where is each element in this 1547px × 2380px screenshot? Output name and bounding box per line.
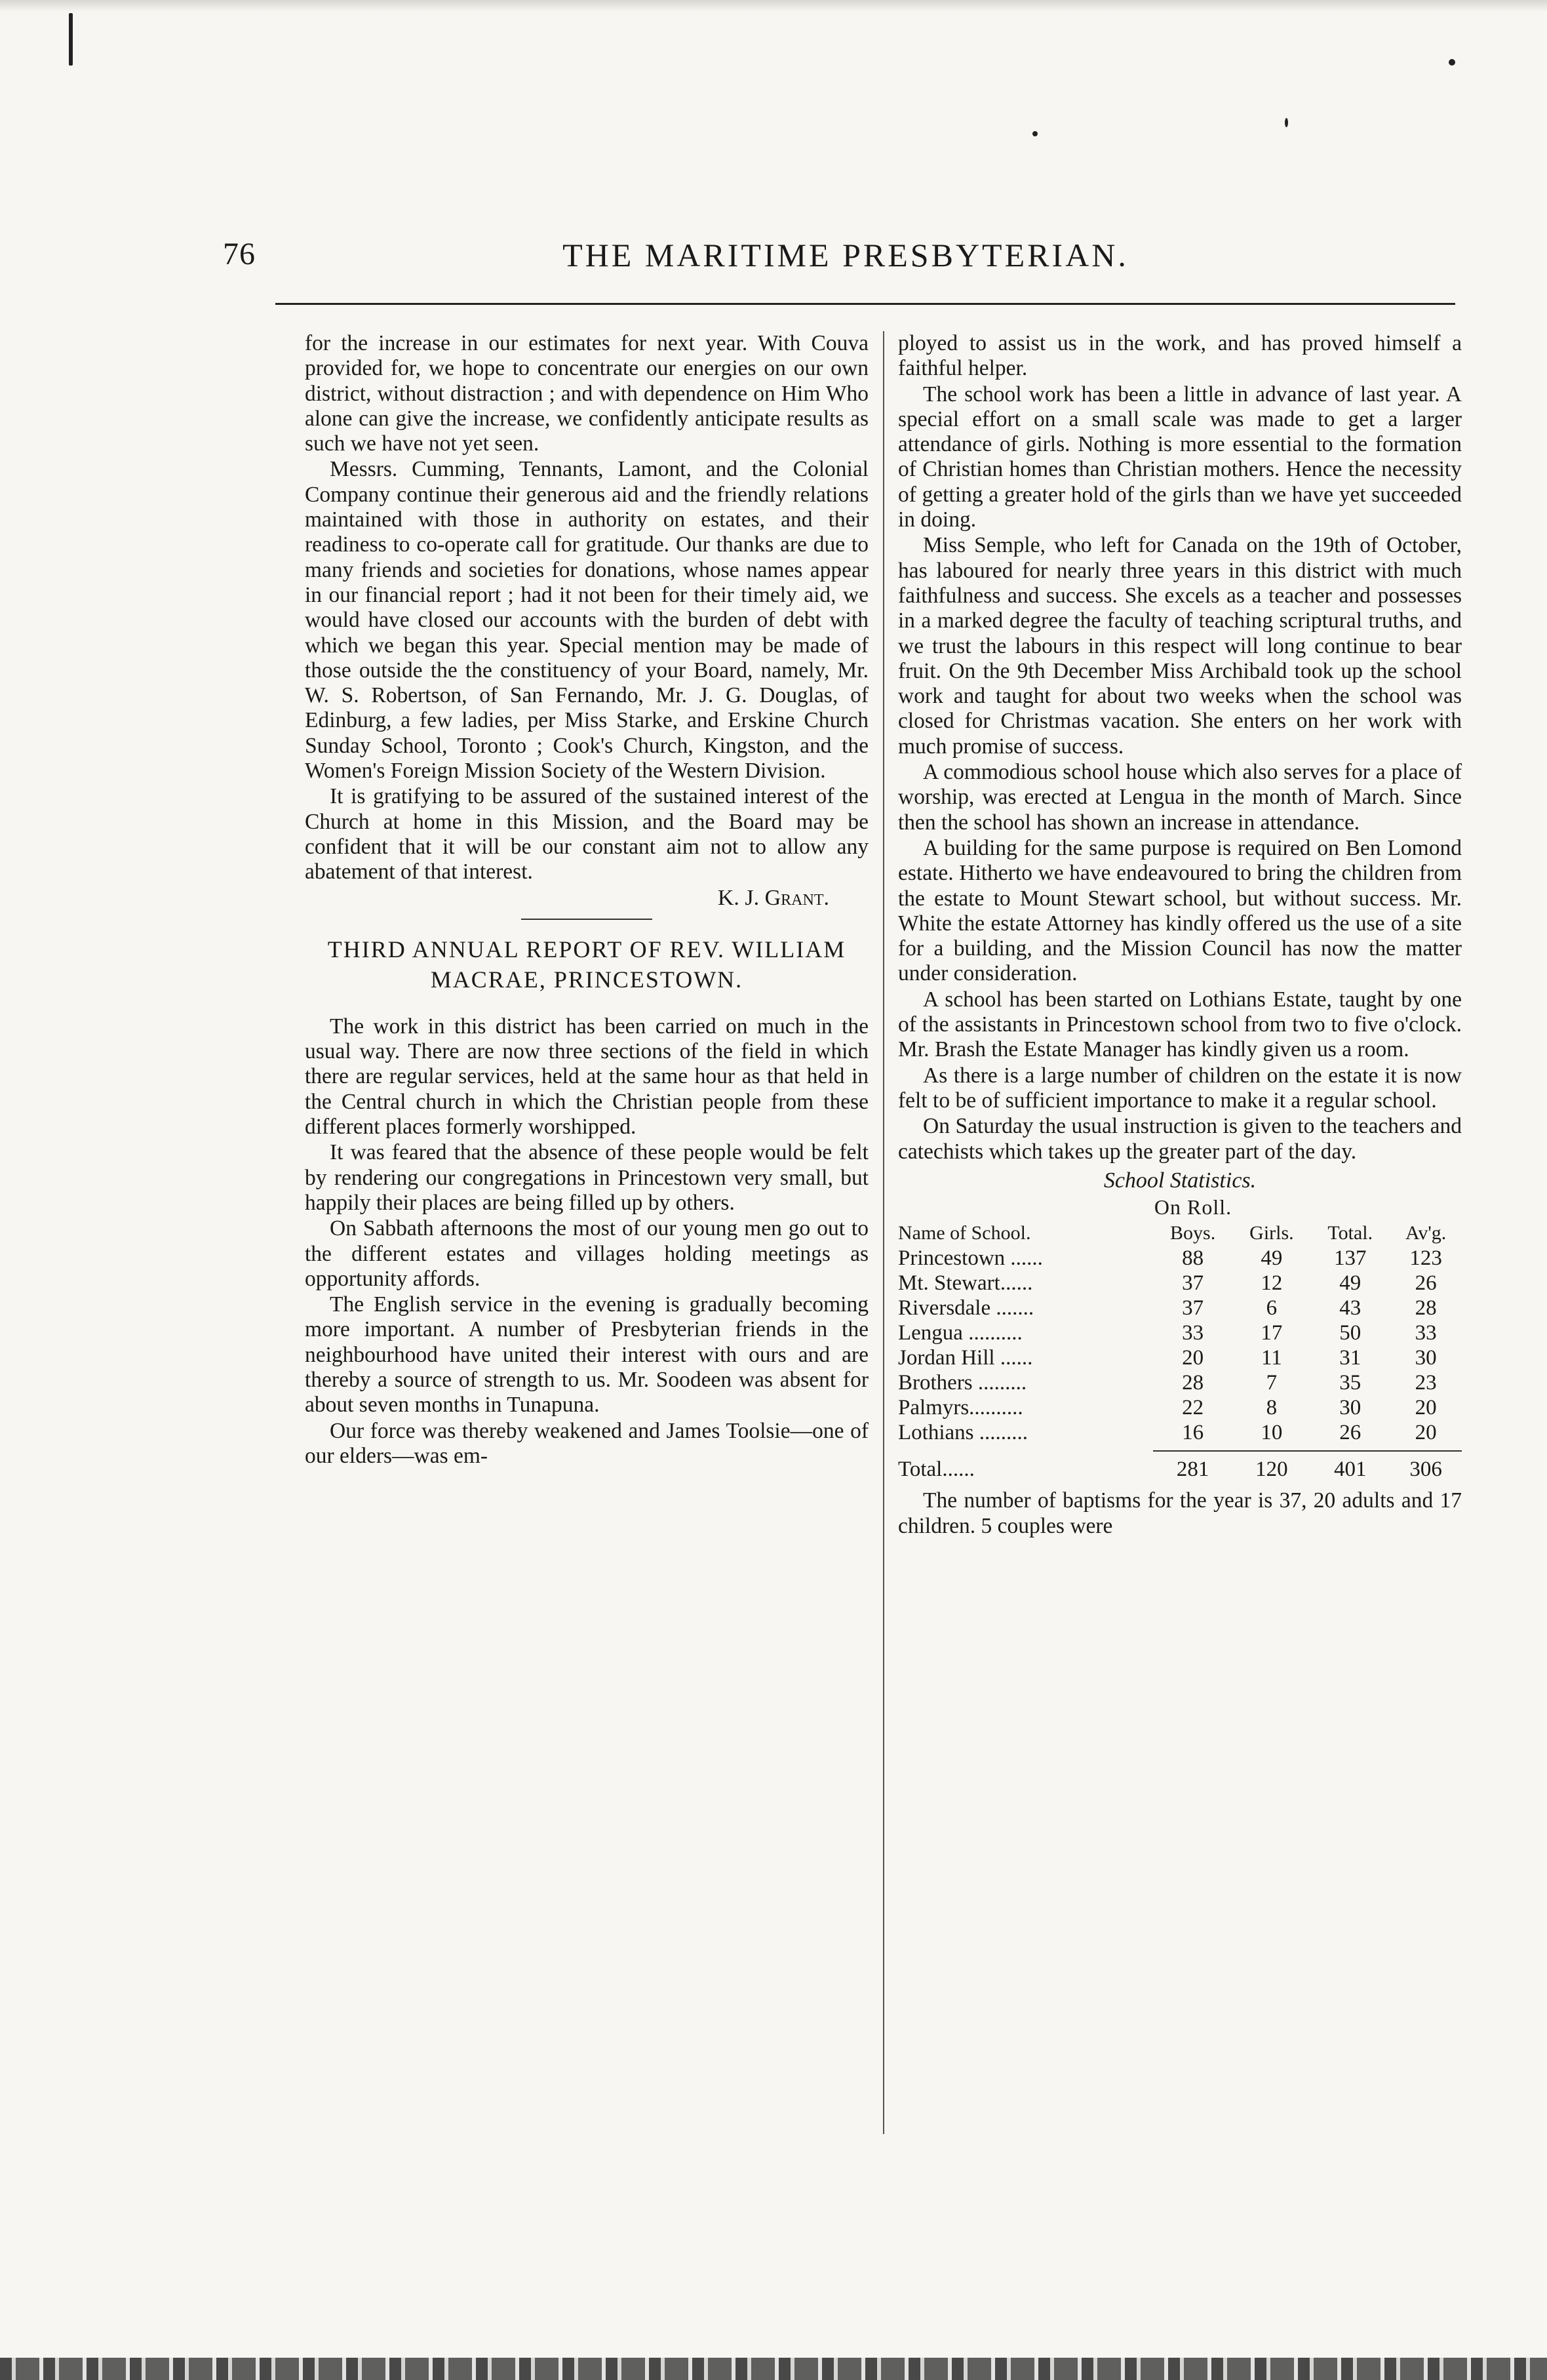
section-divider [521,919,652,920]
paragraph: The number of baptisms for the year is 37, 20 adults and 17 children. 5 couples were [898,1488,1462,1538]
number-cell: 33 [1415,1321,1437,1345]
school-name-cell: Brothers ......... [898,1371,1027,1395]
number-cell: 123 [1409,1246,1442,1271]
column-header: Boys. [1170,1222,1216,1244]
signature: K. J. Grant. [717,885,829,910]
table-header-row [898,1221,1462,1246]
report-heading: THIRD ANNUAL REPORT OF REV. WILLIAM MACRAE, PRINCESTOWN. [327,936,846,993]
paragraph: On Saturday the usual instruction is given to the teachers and catechists which takes up the greater part of the day. [898,1114,1462,1164]
number-cell: 20 [1415,1421,1437,1445]
top-edge-shadow [0,0,1547,12]
number-cell: 33 [1182,1321,1204,1345]
school-name-cell: Lengua .......... [898,1321,1023,1345]
number-cell: 10 [1261,1421,1283,1445]
left-column [305,331,869,1469]
paragraph: The work in this district has been carried on much in the usual way. There are now three sections of the field in which there are regular services, held at the same hour as that held in the Central church in which the Christian people from these different places formerly worshipped. [305,1014,869,1140]
total-cell: 401 [1334,1458,1367,1482]
number-cell: 137 [1334,1246,1367,1271]
table-subtitle: On Roll. [1154,1195,1232,1220]
page-number: 76 [223,237,256,271]
total-cell: 281 [1176,1458,1209,1482]
total-cell: 306 [1409,1458,1442,1482]
header-rule [275,303,1455,305]
number-cell: 30 [1415,1346,1437,1370]
column-header: Name of School. [898,1222,1031,1244]
number-cell: 88 [1182,1246,1204,1271]
paragraph: A school has been started on Lothians Estate, taught by one of the assistants in Princestown school from two to five o'clock. Mr. Brash the Estate Manager has kindly given us a room. [898,987,1462,1062]
table-row [898,1246,1462,1271]
table-row [898,1370,1462,1395]
number-cell: 49 [1339,1271,1361,1296]
paragraph: It was feared that the absence of these people would be felt by rendering our congregations in Princestown very small, but happily their places are being filled up by others. [305,1140,869,1215]
paragraph: As there is a large number of children on the estate it is now felt to be of sufficient importance to make it a regular school. [898,1063,1462,1113]
number-cell: 20 [1182,1346,1204,1370]
school-name-cell: Mt. Stewart...... [898,1271,1033,1296]
paragraph: It is gratifying to be assured of the sustained interest of the Church at home in this Mission, and the Board may be confident that it will be our constant aim not to allow any abatement of that interest. [305,784,869,884]
number-cell: 6 [1266,1296,1278,1320]
paragraph: for the increase in our estimates for next year. With Couva provided for, we hope to concentrate our energies on our own district, without distraction ; and with dependence on Him Who alone can give the increase, we confidently anticipate results as such we have not yet seen. [305,331,869,456]
scan-speck [1449,59,1455,66]
paragraph: The English service in the evening is gradually becoming more important. A number of Presbyterian friends in the neighbourhood have united their interest with ours and are thereby a source of strength to us. Mr. Soodeen was absent for about seven months in Tunapuna. [305,1292,869,1418]
scan-speck [69,13,73,66]
table-row [898,1296,1462,1320]
sum-rule [898,1445,1462,1451]
number-cell: 11 [1261,1346,1282,1370]
number-cell: 28 [1182,1371,1204,1395]
number-cell: 49 [1261,1246,1283,1271]
table-title: School Statistics. [1103,1168,1257,1193]
table-row [898,1420,1462,1445]
column-divider [883,331,884,2134]
school-name-cell: Jordan Hill ...... [898,1346,1033,1370]
number-cell: 30 [1339,1396,1361,1420]
number-cell: 37 [1182,1271,1204,1296]
paragraph: ployed to assist us in the work, and has proved himself a faithful helper. [898,331,1462,381]
right-column [898,331,1462,1539]
table-row [898,1271,1462,1296]
school-name-cell: Lothians ......... [898,1421,1028,1445]
number-cell: 43 [1339,1296,1361,1320]
scan-speck [1032,131,1038,136]
paragraph: Our force was thereby weakened and James Toolsie—one of our elders—was em- [305,1418,869,1468]
paragraph: Messrs. Cumming, Tennants, Lamont, and the Colonial Company continue their generous aid and the friendly relations maintained with those in authority on estates, and their readiness to co-operate call for gratitude. Our thanks are due to many friends and societies for donations, whose names appear in our financial report ; had it not been for their timely aid, we would have closed our accounts with the burden of debt with which we began this year. Special mention may be made of those outside the the constituency of your Board, namely, Mr. W. S. Robertson, of San Fernando, Mr. J. G. Douglas, of Edinburg, a few ladies, per Miss Starke, and Erskine Church Sunday School, Toronto ; Cook's Church, Kingston, and the Women's Foreign Mission Society of the Western Division. [305,457,869,783]
number-cell: 8 [1266,1396,1278,1420]
number-cell: 7 [1266,1371,1278,1395]
school-name-cell: Palmyrs.......... [898,1396,1023,1420]
number-cell: 28 [1415,1296,1437,1320]
number-cell: 12 [1261,1271,1283,1296]
number-cell: 26 [1415,1271,1437,1296]
number-cell: 31 [1339,1346,1361,1370]
table-body [898,1246,1462,1482]
bottom-edge-scan-artifact [0,2358,1547,2380]
number-cell: 17 [1261,1321,1283,1345]
table-row [898,1320,1462,1345]
column-header: Av'g. [1405,1222,1447,1244]
paragraph: A building for the same purpose is required on Ben Lomond estate. Hitherto we have endeavoured to bring the children from the estate to Mount Stewart school, but without success. Mr. White the estate Attorney has kindly offered us the use of a site for a building, and the Mission Council has now the matter under consideration. [898,835,1462,986]
column-header: Total. [1327,1222,1373,1244]
total-label: Total...... [898,1457,975,1481]
paragraph: A commodious school house which also serves for a place of worship, was erected at Lengua in the month of March. Since then the school has shown an increase in attendance. [898,760,1462,835]
school-statistics-table [898,1221,1462,1482]
number-cell: 37 [1182,1296,1204,1320]
table-row [898,1395,1462,1420]
page-header [216,236,1475,288]
running-title: THE MARITIME PRESBYTERIAN. [562,237,1129,273]
school-name-cell: Riversdale ....... [898,1296,1034,1320]
number-cell: 23 [1415,1371,1437,1395]
total-row [898,1451,1462,1482]
number-cell: 50 [1339,1321,1361,1345]
scan-speck [1285,118,1288,127]
number-cell: 20 [1415,1396,1437,1420]
number-cell: 26 [1339,1421,1361,1445]
paragraph: Miss Semple, who left for Canada on the 19th of October, has laboured for nearly three years in this district with much faithfulness and success. She excels as a teacher and possesses in a marked degree the faculty of teaching scriptural truths, and we trust the labours in this respect will long continue to bear fruit. On the 9th December Miss Archibald took up the school work and taught for about two weeks when the school was closed for Christmas vacation. She enters on her work with much promise of success. [898,533,1462,759]
school-name-cell: Princestown ...... [898,1246,1043,1271]
total-cell: 120 [1255,1458,1288,1482]
paragraph: The school work has been a little in advance of last year. A special effort on a small scale was made to get a larger attendance of girls. Nothing is more essential to the formation of Christian homes than Christian mothers. Hence the necessity of getting a greater hold of the girls than we have yet succeeded in doing. [898,382,1462,532]
number-cell: 16 [1182,1421,1204,1445]
table-row [898,1345,1462,1370]
paragraph: On Sabbath afternoons the most of our young men go out to the different estates and villages holding meetings as opportunity affords. [305,1216,869,1291]
column-header: Girls. [1249,1222,1294,1244]
number-cell: 22 [1182,1396,1204,1420]
number-cell: 35 [1339,1371,1361,1395]
